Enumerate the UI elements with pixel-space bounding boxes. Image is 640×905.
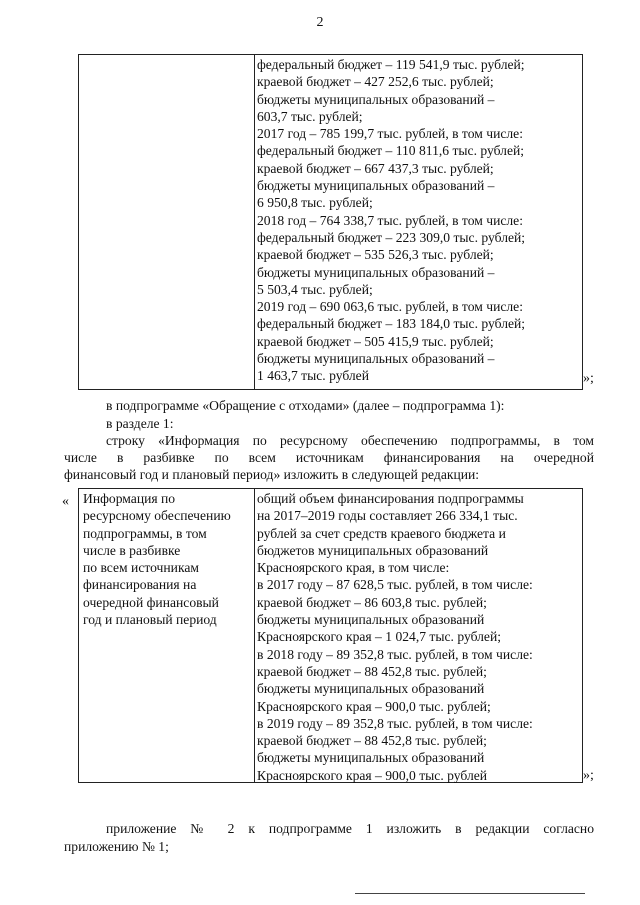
table2-right-line: на 2017–2019 годы составляет 266 334,1 тыс.: [257, 508, 518, 524]
table2-right-line: в 2017 году – 87 628,5 тыс. рублей, в том числе:: [257, 577, 533, 593]
table1-line: краевой бюджет – 427 252,6 тыс. рублей;: [257, 74, 494, 90]
table2-right-line: Красноярского края – 900,0 тыс. рублей;: [257, 698, 491, 714]
table1-line: 5 503,4 тыс. рублей;: [257, 281, 373, 297]
table2-right-line: бюджеты муниципальных образований: [257, 681, 485, 697]
table2-open-quote: «: [62, 494, 69, 509]
table1-line: бюджеты муниципальных образований –: [257, 264, 495, 280]
table1-line: федеральный бюджет – 223 309,0 тыс. рублей;: [257, 229, 526, 245]
paragraph-appendix-line-2: приложению № 1;: [64, 839, 169, 854]
table1-line: бюджеты муниципальных образований –: [257, 91, 495, 107]
table2-left-line: Информация по: [83, 491, 176, 506]
table2-right-line: краевой бюджет – 88 452,8 тыс. рублей;: [257, 663, 487, 679]
table2-right-cell: [255, 489, 582, 782]
table1-line: федеральный бюджет – 110 811,6 тыс. рублей;: [257, 143, 525, 159]
table1-line: бюджеты муниципальных образований –: [257, 178, 495, 194]
table1-line: краевой бюджет – 505 415,9 тыс. рублей;: [257, 333, 494, 349]
table1-line: федеральный бюджет – 119 541,9 тыс. рублей;: [257, 57, 525, 72]
table1-line: краевой бюджет – 535 526,3 тыс. рублей;: [257, 247, 494, 263]
table2-left-line: подпрограммы, в том: [83, 525, 207, 541]
table2-left-line: ресурсному обеспечению: [83, 508, 231, 524]
table2-right-line: в 2019 году – 89 352,8 тыс. рублей, в том числе:: [257, 715, 533, 731]
table1-left-cell: [79, 55, 255, 389]
table2-close-quote: »;: [583, 768, 594, 783]
paragraph-subprogram: в подпрограмме «Обращение с отходами» (далее – подпрограмма 1):: [106, 398, 505, 413]
table1-close-quote: »;: [583, 371, 594, 386]
paragraph-row-line-2: числе в разбивке по всем источникам финансирования на очередной: [64, 450, 594, 465]
table1-right-cell: [255, 55, 582, 389]
table2-right-line: Красноярского края – 900,0 тыс. рублей: [257, 767, 488, 783]
table2-right-line: Красноярского края, в том числе:: [257, 560, 450, 576]
paragraph-row-line-1: строку «Информация по ресурсному обеспечению подпрограммы, в том: [106, 433, 594, 448]
table2-left-line: год и плановый период: [83, 612, 217, 628]
table2-left-line: финансирования на: [83, 577, 197, 593]
table2-right-line: бюджеты муниципальных образований: [257, 612, 485, 628]
table2-left-line: очередной финансовый: [83, 594, 219, 610]
table2-left-line: по всем источникам: [83, 560, 199, 576]
table2-right-line: краевой бюджет – 86 603,8 тыс. рублей;: [257, 594, 487, 610]
table2-right-line: краевой бюджет – 88 452,8 тыс. рублей;: [257, 733, 487, 749]
table2-right-line: общий объем финансирования подпрограммы: [257, 491, 524, 506]
table1-line: федеральный бюджет – 183 184,0 тыс. рублей;: [257, 316, 526, 332]
table1-line: 2017 год – 785 199,7 тыс. рублей, в том числе:: [257, 126, 523, 142]
table2-right-line: в 2018 году – 89 352,8 тыс. рублей, в том числе:: [257, 646, 533, 662]
table2-right-line: бюджеты муниципальных образований: [257, 750, 485, 766]
table2-left-cell: [79, 489, 255, 782]
paragraph-row-line-3: финансовый год и плановый период» изложить в следующей редакции:: [64, 467, 480, 482]
table1-line: 603,7 тыс. рублей;: [257, 108, 363, 124]
table1-line: краевой бюджет – 667 437,3 тыс. рублей;: [257, 160, 494, 176]
paragraph-section: в разделе 1:: [106, 416, 174, 431]
table1-line: 6 950,8 тыс. рублей;: [257, 195, 373, 211]
table2-right-line: рублей за счет средств краевого бюджета и: [257, 525, 506, 541]
table1-line: бюджеты муниципальных образований –: [257, 351, 495, 367]
paragraph-appendix-line-1: приложение № 2 к подпрограмме 1 изложить в редакции согласно: [106, 821, 594, 836]
funding-table-continuation: [78, 54, 583, 390]
resource-provision-table: [78, 488, 583, 783]
footer-rule: [355, 893, 585, 894]
table2-left-line: числе в разбивке: [83, 542, 181, 558]
table1-line: 2018 год – 764 338,7 тыс. рублей, в том числе:: [257, 212, 523, 228]
table2-right-line: Красноярского края – 1 024,7 тыс. рублей;: [257, 629, 502, 645]
table1-line: 1 463,7 тыс. рублей: [257, 368, 369, 384]
table2-right-line: бюджетов муниципальных образований: [257, 542, 489, 558]
page-number: 2: [316, 15, 324, 30]
table1-line: 2019 год – 690 063,6 тыс. рублей, в том числе:: [257, 299, 523, 315]
